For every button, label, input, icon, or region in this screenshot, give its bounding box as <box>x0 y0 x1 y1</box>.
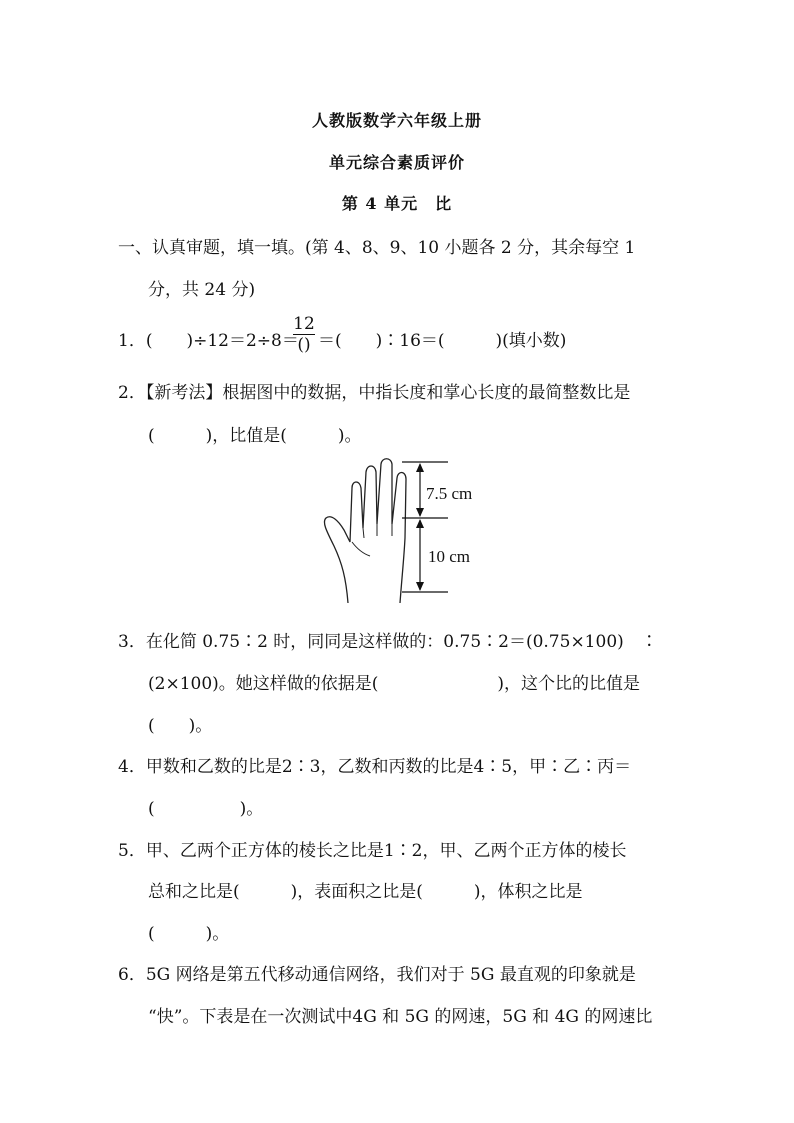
unit-title: 第 4 单元 比 <box>341 194 453 213</box>
q1-text-before: 1．( )÷12＝2÷8＝ <box>118 331 299 351</box>
section-heading-line1: 一、认真审题，填一填。(第 4、8、9、10 小题各 2 分，其余每空 1 <box>118 238 636 258</box>
page-title: 人教版数学六年级上册 <box>311 111 482 130</box>
dimension-label-bottom: 10 cm <box>428 547 471 566</box>
dimension-label-top: 7.5 cm <box>426 484 473 503</box>
q2-line1: 2．【新考法】根据图中的数据，中指长度和掌心长度的最简整数比是 <box>118 383 631 403</box>
q1-fraction-denominator: () <box>297 335 311 355</box>
section-heading-line2: 分，共 24 分) <box>148 280 256 300</box>
q3-line3: ( )。 <box>148 716 213 736</box>
q2-line2: ( )，比值是( )。 <box>148 426 362 446</box>
q3-line1: 3．在化简 0.75∶2 时，同同是这样做的：0.75∶2＝(0.75×100) ∶ <box>118 632 658 652</box>
q5-line1: 5．甲、乙两个正方体的棱长之比是1∶2，甲、乙两个正方体的棱长 <box>118 841 627 861</box>
hand-outline <box>324 459 406 603</box>
q6-line1: 6．5G 网络是第五代移动通信网络，我们对于 5G 最直观的印象就是 <box>118 965 636 985</box>
page-subtitle: 单元综合素质评价 <box>328 153 465 172</box>
q4-line1: 4．甲数和乙数的比是2∶3，乙数和丙数的比是4∶5，甲∶乙∶丙＝ <box>118 757 632 777</box>
q3-line2: (2×100)。她这样做的依据是( )，这个比的比值是 <box>148 674 641 694</box>
q1-fraction-numerator: 12 <box>293 314 315 334</box>
q5-line2: 总和之比是( )，表面积之比是( )，体积之比是 <box>148 882 583 902</box>
q5-line3: ( )。 <box>148 924 230 944</box>
q6-line2: “快”。下表是在一次测试中4G 和 5G 的网速，5G 和 4G 的网速比 <box>148 1007 653 1027</box>
q4-line2: ( )。 <box>148 799 264 819</box>
q1-text-after: ＝( )∶16＝( )(填小数) <box>318 331 567 351</box>
hand-figure <box>318 458 508 608</box>
q1-fraction <box>291 314 317 355</box>
